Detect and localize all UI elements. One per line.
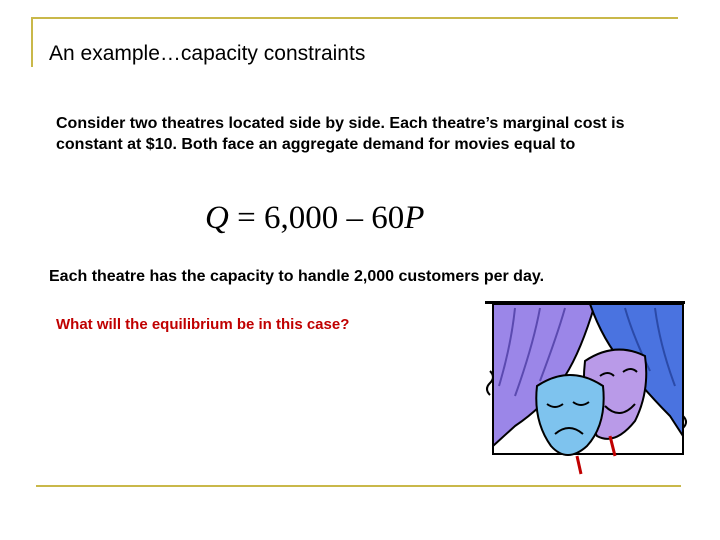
intro-paragraph: Consider two theatres located side by side. Each theatre’s marginal cost is constant at $10. Both face an aggregate demand for movies equal to <box>56 115 625 153</box>
demand-equation <box>205 200 424 237</box>
equation-lhs: Q <box>205 200 229 236</box>
equation-rhs: = 6,000 – 60 <box>228 200 405 236</box>
frame-left-border <box>31 17 33 67</box>
frame-bottom-border <box>36 485 681 487</box>
equation-var: P <box>404 200 425 236</box>
frame-top-border <box>31 17 678 19</box>
slide-title: An example…capacity constraints <box>49 42 366 65</box>
question-text: What will the equilibrium be in this case? <box>56 316 350 333</box>
capacity-text: Each theatre has the capacity to handle 2,000 customers per day. <box>49 268 545 285</box>
theatre-masks-curtain-icon <box>485 296 690 481</box>
